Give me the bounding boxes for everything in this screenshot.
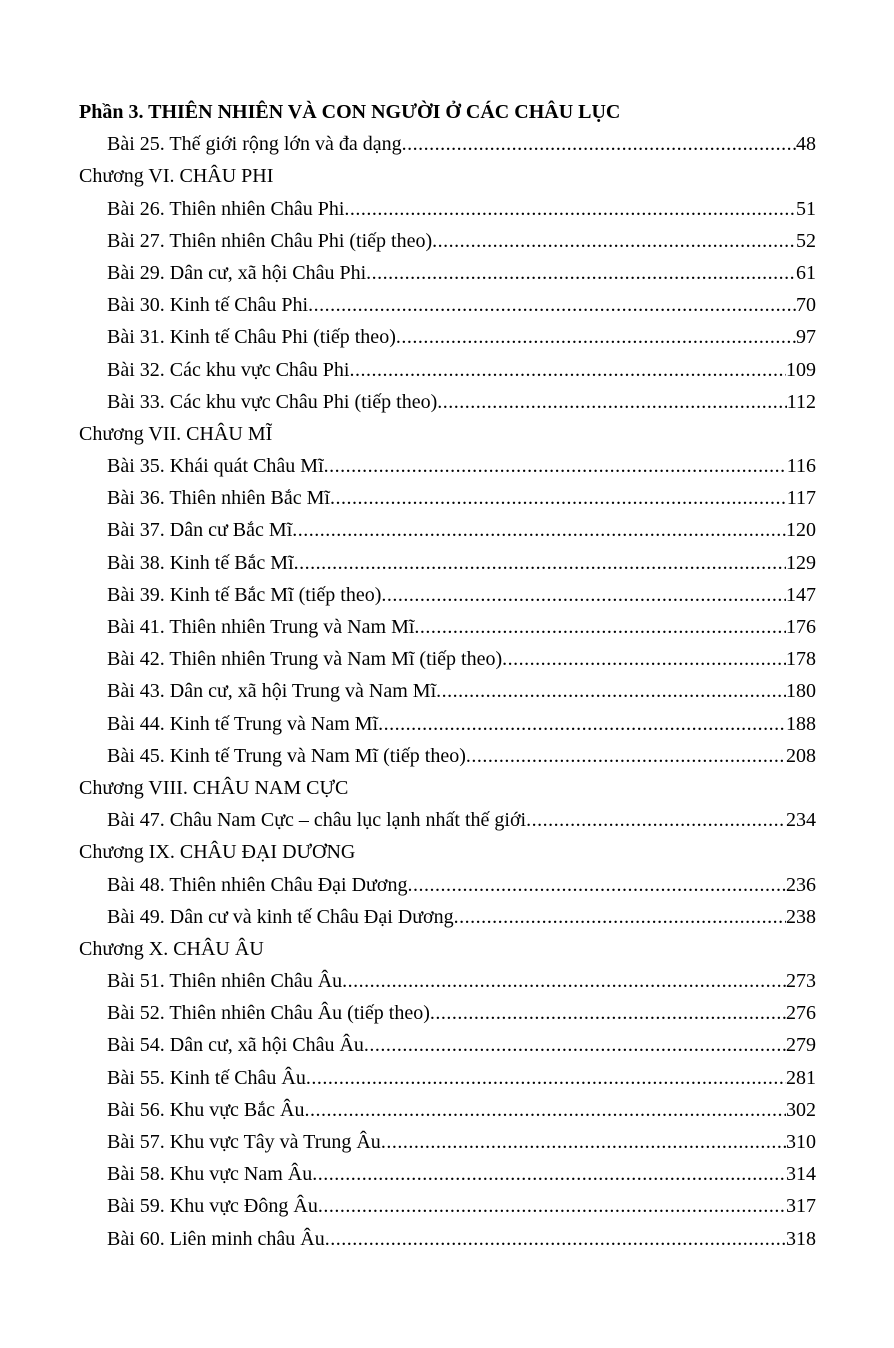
dot-leader	[306, 1062, 786, 1094]
entry-page-number: 302	[786, 1098, 816, 1121]
entry-title: Bài 56. Khu vực Bắc Âu	[107, 1098, 305, 1121]
dot-leader	[364, 1029, 786, 1061]
chapter-heading: Chương VII. CHÂU MĨ	[79, 422, 273, 445]
entry-title: Bài 31. Kinh tế Châu Phi (tiếp theo)	[107, 326, 396, 349]
toc-entry	[79, 804, 816, 836]
entry-page-number: 176	[786, 616, 816, 638]
entry-page-number: 279	[786, 1034, 816, 1057]
toc-entry	[79, 450, 816, 482]
entry-page-number: 317	[786, 1195, 816, 1218]
toc-entry	[79, 1158, 816, 1190]
entry-page-number: 188	[786, 712, 816, 735]
entry-title: Bài 55. Kinh tế Châu Âu	[107, 1066, 306, 1089]
entry-page-number: 51	[796, 197, 816, 220]
toc-entry	[79, 579, 816, 611]
entry-page-number: 281	[786, 1066, 816, 1089]
entry-page-number: 310	[786, 1131, 816, 1153]
toc-entry	[79, 708, 816, 740]
toc-entry	[79, 1062, 816, 1094]
entry-page-number: 238	[786, 905, 816, 928]
entry-title: Bài 35. Khái quát Châu Mĩ	[107, 455, 324, 478]
dot-leader	[396, 321, 796, 353]
entry-page-number: 129	[786, 551, 816, 574]
entry-title: Bài 30. Kinh tế Châu Phi	[107, 294, 309, 317]
entry-title: Bài 37. Dân cư Bắc Mĩ	[107, 519, 293, 542]
toc-entry	[79, 321, 816, 353]
dot-leader	[342, 965, 786, 997]
entry-page-number: 97	[796, 326, 816, 349]
chapter-heading: Chương VI. CHÂU PHI	[79, 165, 274, 188]
toc-entry	[79, 1126, 816, 1158]
dot-leader	[304, 1094, 786, 1126]
dot-leader	[437, 386, 787, 418]
toc-entry	[79, 128, 816, 160]
entry-page-number: 120	[786, 519, 816, 542]
entry-title: Bài 59. Khu vực Đông Âu	[107, 1195, 318, 1218]
toc-entry	[79, 611, 816, 643]
chapter-heading: Chương VIII. CHÂU NAM CỰC	[79, 776, 349, 799]
dot-leader	[366, 257, 796, 289]
entry-title: Bài 38. Kinh tế Bắc Mĩ	[107, 551, 294, 574]
entry-title: Bài 51. Thiên nhiên Châu Âu	[107, 970, 343, 993]
dot-leader	[407, 869, 786, 901]
entry-title: Bài 41. Thiên nhiên Trung và Nam Mĩ	[107, 616, 415, 638]
toc-entry	[79, 482, 816, 514]
entry-title: Bài 52. Thiên nhiên Châu Âu (tiếp theo)	[107, 1002, 430, 1025]
entry-page-number: 318	[786, 1227, 816, 1250]
entry-page-number: 117	[786, 487, 816, 510]
toc-entry	[79, 289, 816, 321]
toc-entry	[79, 1029, 816, 1061]
toc-entry	[79, 1190, 816, 1222]
entry-title: Bài 58. Khu vực Nam Âu	[107, 1163, 313, 1186]
toc-entry	[79, 193, 816, 225]
entry-page-number: 116	[786, 455, 816, 478]
toc-entry	[79, 257, 816, 289]
dot-leader	[330, 482, 787, 514]
dot-leader	[378, 708, 786, 740]
dot-leader	[349, 354, 786, 386]
dot-leader	[466, 740, 786, 772]
toc-entry	[79, 547, 816, 579]
entry-title: Bài 60. Liên minh châu Âu	[107, 1227, 325, 1250]
entry-title: Bài 29. Dân cư, xã hội Châu Phi	[107, 261, 367, 284]
toc-entry	[79, 965, 816, 997]
entry-page-number: 276	[786, 1002, 816, 1025]
entry-page-number: 70	[796, 294, 816, 317]
dot-leader	[325, 1223, 786, 1255]
dot-leader	[312, 1158, 786, 1190]
entry-page-number: 236	[786, 873, 816, 896]
entry-title: Bài 27. Thiên nhiên Châu Phi (tiếp theo)	[107, 229, 433, 252]
dot-leader	[381, 1126, 786, 1158]
toc-entry	[79, 869, 816, 901]
entry-title: Bài 43. Dân cư, xã hội Trung và Nam Mĩ	[107, 680, 437, 703]
entry-title: Bài 48. Thiên nhiên Châu Đại Dương	[107, 873, 408, 896]
entry-page-number: 147	[786, 583, 816, 606]
entry-title: Bài 33. Các khu vực Châu Phi (tiếp theo)	[107, 390, 438, 413]
toc-entry	[79, 514, 816, 546]
toc-entry	[79, 740, 816, 772]
dot-leader	[294, 547, 786, 579]
entry-title: Bài 45. Kinh tế Trung và Nam Mĩ (tiếp theo)	[107, 744, 466, 767]
entry-page-number: 178	[786, 648, 816, 671]
entry-title: Bài 25. Thế giới rộng lớn và đa dạng	[107, 133, 402, 156]
dot-leader	[292, 514, 786, 546]
entry-title: Bài 54. Dân cư, xã hội Châu Âu	[107, 1034, 364, 1057]
toc-entry	[79, 643, 816, 675]
entry-title: Bài 47. Châu Nam Cực – châu lục lạnh nhất thế giới	[107, 809, 527, 832]
dot-leader	[502, 643, 786, 675]
entry-page-number: 52	[796, 229, 816, 252]
dot-leader	[430, 997, 786, 1029]
dot-leader	[454, 901, 786, 933]
entry-title: Bài 36. Thiên nhiên Bắc Mĩ	[107, 487, 330, 510]
entry-title: Bài 49. Dân cư và kinh tế Châu Đại Dương	[107, 905, 454, 928]
entry-page-number: 61	[796, 261, 816, 284]
toc-entry	[79, 1223, 816, 1255]
part-heading: Phần 3. THIÊN NHIÊN VÀ CON NGƯỜI Ở CÁC CHÂU LỤC	[79, 101, 621, 123]
dot-leader	[402, 128, 796, 160]
toc-entry	[79, 901, 816, 933]
entry-title: Bài 44. Kinh tế Trung và Nam Mĩ	[107, 712, 379, 735]
dot-leader	[414, 611, 786, 643]
entry-page-number: 273	[786, 970, 816, 993]
entry-page-number: 109	[786, 358, 816, 381]
entry-title: Bài 26. Thiên nhiên Châu Phi	[107, 197, 345, 220]
dot-leader	[526, 804, 786, 836]
dot-leader	[381, 579, 786, 611]
dot-leader	[318, 1190, 786, 1222]
dot-leader	[324, 450, 787, 482]
toc-entry	[79, 997, 816, 1029]
toc-entry	[79, 354, 816, 386]
entry-title: Bài 39. Kinh tế Bắc Mĩ (tiếp theo)	[107, 583, 382, 606]
dot-leader	[436, 675, 786, 707]
dot-leader	[308, 289, 796, 321]
entry-page-number: 48	[796, 133, 816, 156]
toc-entry	[79, 386, 816, 418]
toc-entry	[79, 1094, 816, 1126]
toc-entry	[79, 225, 816, 257]
entry-page-number: 112	[786, 390, 816, 413]
table-of-contents	[79, 96, 816, 1255]
entry-title: Bài 42. Thiên nhiên Trung và Nam Mĩ (tiếp theo)	[107, 648, 503, 671]
entry-title: Bài 32. Các khu vực Châu Phi	[107, 358, 350, 381]
toc-entry	[79, 675, 816, 707]
entry-page-number: 234	[786, 809, 816, 832]
dot-leader	[344, 193, 796, 225]
chapter-heading: Chương X. CHÂU ÂU	[79, 937, 264, 960]
dot-leader	[432, 225, 796, 257]
entry-page-number: 180	[786, 680, 816, 703]
entry-title: Bài 57. Khu vực Tây và Trung Âu	[107, 1131, 381, 1153]
chapter-heading: Chương IX. CHÂU ĐẠI DƯƠNG	[79, 841, 356, 864]
entry-page-number: 314	[786, 1163, 816, 1186]
entry-page-number: 208	[786, 744, 816, 767]
